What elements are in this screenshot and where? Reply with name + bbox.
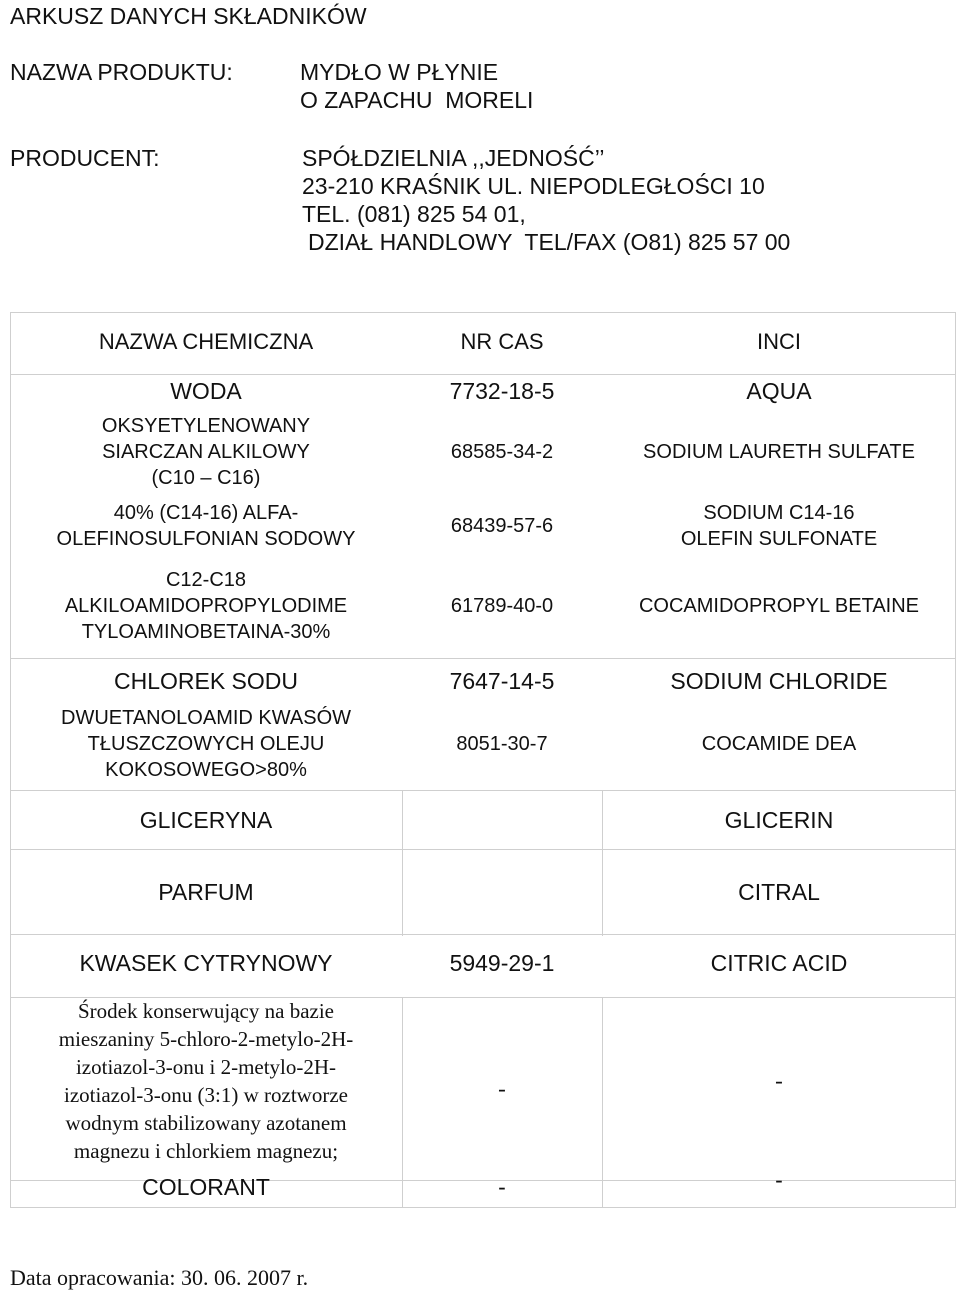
- column-header-chemical-name: NAZWA CHEMICZNA: [98, 329, 314, 354]
- row-citric-acid-cas: 5949-29-1: [449, 950, 555, 976]
- row-cocamide-inci: COCAMIDE DEA: [701, 733, 857, 755]
- row-preservative-cas: -: [498, 1075, 506, 1101]
- row-parfum-inci: CITRAL: [738, 878, 820, 905]
- row-preservative-inci: -: [775, 1068, 783, 1093]
- producer-label: PRODUCENT:: [10, 145, 160, 171]
- preparation-date: Data opracowania: 30. 06. 2007 r.: [10, 1265, 309, 1290]
- row-citric-acid-name: KWASEK CYTRYNOWY: [79, 950, 333, 976]
- row-olefin-cas: 68439-57-6: [450, 515, 554, 537]
- producer-line-1: SPÓŁDZIELNIA ,,JEDNOŚĆ’’: [302, 145, 605, 171]
- row-cocamide-cas: 8051-30-7: [456, 733, 548, 755]
- row-citric-acid-inci: CITRIC ACID: [710, 950, 848, 976]
- row-colorant-name: COLORANT: [142, 1174, 270, 1200]
- row-sodium-chloride-name: CHLOREK SODU: [113, 668, 299, 694]
- row-cocamide-name: DWUETANOLOAMID KWASÓW TŁUSZCZOWYCH OLEJU KOKOSOWEGO>80%: [61, 707, 351, 781]
- ingredients-table: [10, 312, 956, 1212]
- row-colorant-inci: -: [775, 1167, 783, 1193]
- column-header-inci: INCI: [757, 329, 801, 354]
- row-water-inci: AQUA: [746, 378, 812, 404]
- row-glycerin-cas: [402, 790, 602, 849]
- row-colorant-cas: -: [498, 1174, 506, 1200]
- row-olefin-inci: SODIUM C14-16 OLEFIN SULFONATE: [680, 502, 878, 550]
- row-betaine-inci: COCAMIDOPROPYL BETAINE: [638, 595, 920, 617]
- row-betaine-name: C12-C18 ALKILOAMIDOPROPYLODIME TYLOAMINOBETAINA-30%: [64, 569, 348, 643]
- row-laureth-cas: 68585-34-2: [450, 441, 554, 463]
- row-water-name: WODA: [170, 378, 242, 404]
- row-glycerin-inci: GLICERIN: [724, 806, 834, 833]
- row-parfum-name: PARFUM: [158, 878, 254, 905]
- row-olefin-name: 40% (C14-16) ALFA- OLEFINOSULFONIAN SODOWY: [56, 502, 356, 550]
- column-header-cas-number: NR CAS: [460, 329, 544, 354]
- producer-line-3: TEL. (081) 825 54 01,: [302, 201, 526, 227]
- row-preservative-name: Środek konserwujący na bazie mieszaniny 5-chloro-2-metylo-2H- izotiazol-3-onu i 2-metylo-2H- izotiazol-3-onu (3:1) w roztworze wodnym stabilizowany azotanem magnezu i chlorkiem magnezu;: [58, 999, 354, 1163]
- row-laureth-name: OKSYETYLENOWANY SIARCZAN ALKILOWY (C10 – C16): [101, 415, 311, 489]
- row-glycerin-name: GLICERYNA: [139, 806, 273, 833]
- row-sodium-chloride-inci: SODIUM CHLORIDE: [670, 668, 888, 694]
- document-title: ARKUSZ DANYCH SKŁADNIKÓW: [10, 3, 367, 29]
- product-name-line-2: O ZAPACHU MORELI: [300, 87, 534, 113]
- row-laureth-inci: SODIUM LAURETH SULFATE: [643, 441, 915, 463]
- row-water-cas: 7732-18-5: [449, 378, 555, 404]
- product-name-line-1: MYDŁO W PŁYNIE: [300, 59, 499, 85]
- row-betaine-cas: 61789-40-0: [450, 595, 554, 617]
- row-sodium-chloride-cas: 7647-14-5: [449, 668, 555, 694]
- row-parfum-cas: [402, 849, 602, 934]
- producer-line-2: 23-210 KRAŚNIK UL. NIEPODLEGŁOŚCI 10: [302, 173, 765, 199]
- producer-line-4: DZIAŁ HANDLOWY TEL/FAX (O81) 825 57 00: [308, 229, 791, 255]
- product-name-label: NAZWA PRODUKTU:: [10, 59, 233, 85]
